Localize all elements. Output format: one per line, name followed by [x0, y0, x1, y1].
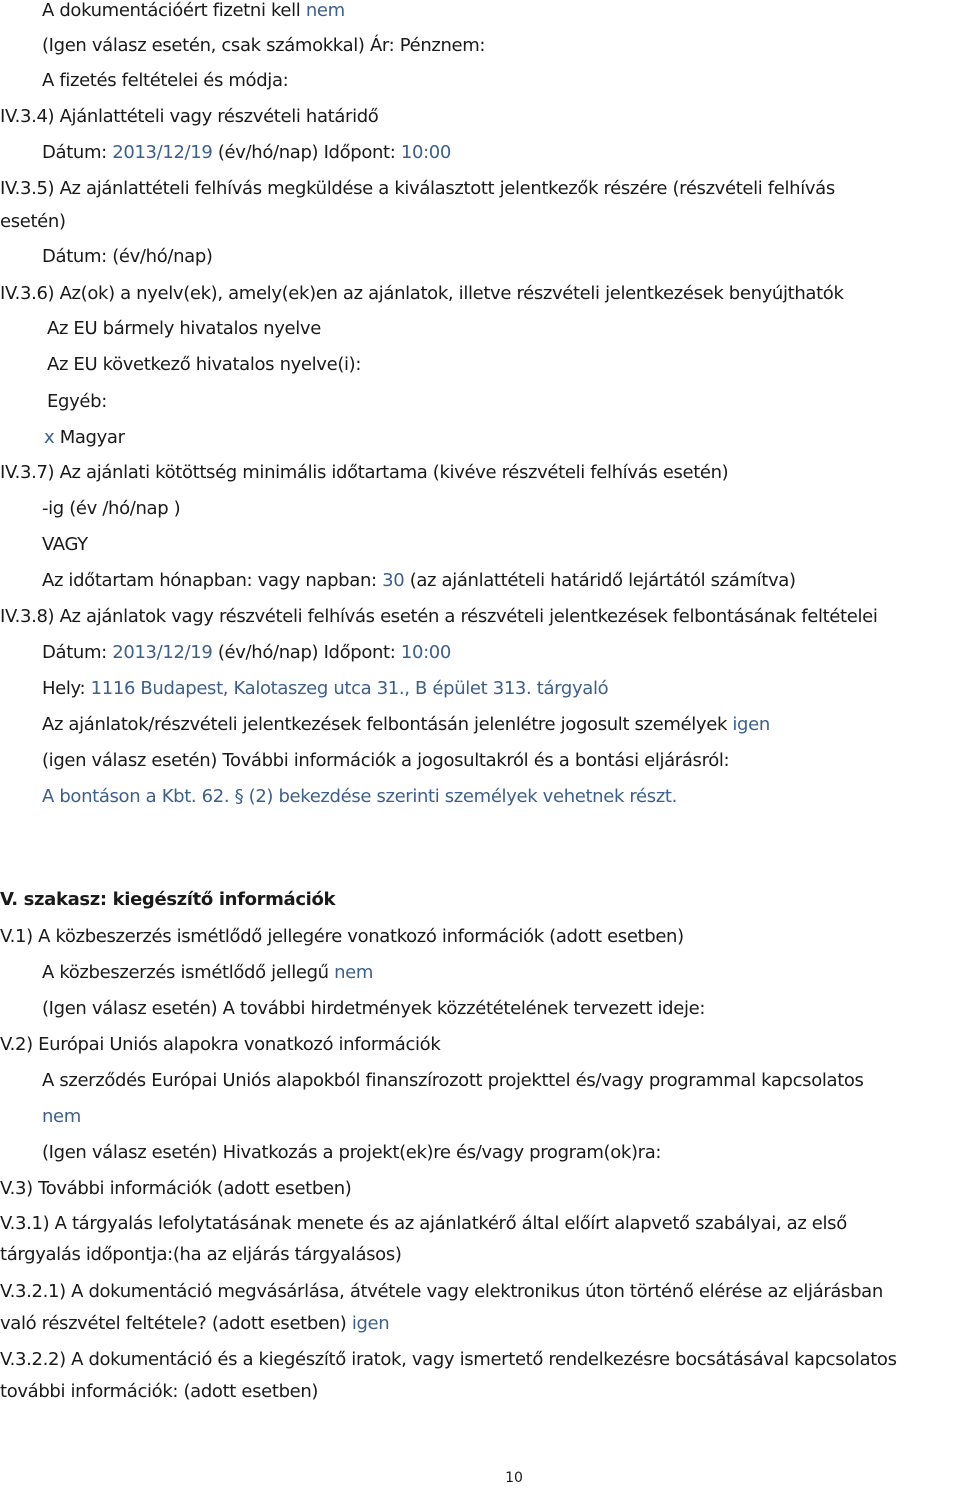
or-line: VAGY: [42, 534, 88, 555]
attendance-info-value: A bontáson a Kbt. 62. § (2) bekezdése szerinti személyek vehetnek részt.: [42, 786, 677, 807]
price-line: (Igen válasz esetén, csak számokkal) Ár: Pénznem:: [42, 35, 486, 56]
deadline-time-value: 10:00: [400, 142, 451, 163]
deadline-date-value: 2013/12/19: [112, 142, 213, 163]
section-v-3-2-2-heading: V.3.2.2) A dokumentáció és a kiegészítő iratok, vagy ismertető rendelkezésre bocsátásával kapcsolatos: [0, 1349, 897, 1370]
opening-place-value: 1116 Budapest, Kalotaszeg utca 31., B épület 313. tárgyaló: [90, 678, 609, 699]
eu-funds-reference-line: (Igen válasz esetén) Hivatkozás a projekt(ek)re és/vagy program(ok)ra:: [42, 1142, 662, 1163]
section-v-3-2-2-heading-cont: további információk: (adott esetben): [0, 1381, 319, 1402]
doc-fee-value: nem: [305, 0, 345, 21]
section-v-3-heading: V.3) További információk (adott esetben): [0, 1178, 352, 1199]
attendance-line: Az ajánlatok/részvételi jelentkezések felbontásán jelenlétre jogosult személyek igen: [42, 714, 770, 735]
eu-funds-value: nem: [42, 1106, 81, 1127]
validity-duration-line: Az időtartam hónapban: vagy napban: 30 (az ajánlattételi határidő lejártától számítva): [42, 570, 796, 591]
checkmark-x: x: [44, 427, 55, 448]
language-option-hungarian: x Magyar: [44, 427, 125, 448]
recurring-line: A közbeszerzés ismétlődő jellegű nem: [42, 962, 374, 983]
doc-fee-line: A dokumentációért fizetni kell nem: [42, 0, 345, 21]
documentation-condition-value: igen: [351, 1313, 390, 1334]
section-iv-3-5-heading: IV.3.5) Az ajánlattételi felhívás megküldése a kiválasztott jelentkezők részére (részvételi felhívás: [0, 178, 835, 199]
opening-place-line: Hely: 1116 Budapest, Kalotaszeg utca 31., B épület 313. tárgyaló: [42, 678, 609, 699]
opening-date-value: 2013/12/19: [112, 642, 213, 663]
section-iv-3-7-heading: IV.3.7) Az ajánlati kötöttség minimális időtartama (kivéve részvételi felhívás esetén): [0, 462, 729, 483]
validity-days-value: 30: [382, 570, 405, 591]
section-v-3-1-heading: V.3.1) A tárgyalás lefolytatásának menete és az ajánlatkérő által előírt alapvető szabályai, az első: [0, 1213, 847, 1234]
section-iv-3-6-heading: IV.3.6) Az(ok) a nyelv(ek), amely(ek)en az ajánlatok, illetve részvételi jelentkezések benyújthatók: [0, 283, 844, 304]
section-v-3-2-1-heading-cont: való részvétel feltétele? (adott esetben) igen: [0, 1313, 390, 1334]
attendance-value: igen: [732, 714, 770, 735]
attendance-info-line: (igen válasz esetén) További információk a jogosultakról és a bontási eljárásról:: [42, 750, 730, 771]
section-v-3-1-heading-cont: tárgyalás időpontja:(ha az eljárás tárgyalásos): [0, 1244, 402, 1265]
page-number: 10: [505, 1470, 523, 1486]
invitation-date-line: Dátum: (év/hó/nap): [42, 246, 213, 267]
deadline-date-line: Dátum: 2013/12/19 (év/hó/nap) Időpont: 10:00: [42, 142, 451, 163]
section-v-2-heading: V.2) Európai Uniós alapokra vonatkozó információk: [0, 1034, 441, 1055]
eu-funds-line: A szerződés Európai Uniós alapokból finanszírozott projekttel és/vagy programmal kapcsolatos: [42, 1070, 864, 1091]
language-option-other: Egyéb:: [47, 391, 107, 412]
validity-until-line: -ig (év /hó/nap ): [42, 498, 181, 519]
section-iv-3-8-heading: IV.3.8) Az ajánlatok vagy részvételi felhívás esetén a részvételi jelentkezések felbontásának feltételei: [0, 606, 878, 627]
section-iv-3-5-heading-cont: esetén): [0, 211, 66, 232]
opening-time-value: 10:00: [400, 642, 451, 663]
section-v-3-2-1-heading: V.3.2.1) A dokumentáció megvásárlása, átvétele vagy elektronikus úton történő elérése az eljárásban: [0, 1281, 883, 1302]
language-option-following: Az EU következő hivatalos nyelve(i):: [47, 354, 362, 375]
language-option-any: Az EU bármely hivatalos nyelve: [47, 318, 321, 339]
recurring-value: nem: [334, 962, 374, 983]
opening-date-line: Dátum: 2013/12/19 (év/hó/nap) Időpont: 10:00: [42, 642, 451, 663]
section-v-1-heading: V.1) A közbeszerzés ismétlődő jellegére vonatkozó információk (adott esetben): [0, 926, 684, 947]
payment-terms-line: A fizetés feltételei és módja:: [42, 70, 289, 91]
section-v-heading: V. szakasz: kiegészítő információk: [0, 889, 336, 910]
recurring-info-line: (Igen válasz esetén) A további hirdetmények közzétételének tervezett ideje:: [42, 998, 706, 1019]
section-iv-3-4-heading: IV.3.4) Ajánlattételi vagy részvételi határidő: [0, 106, 379, 127]
